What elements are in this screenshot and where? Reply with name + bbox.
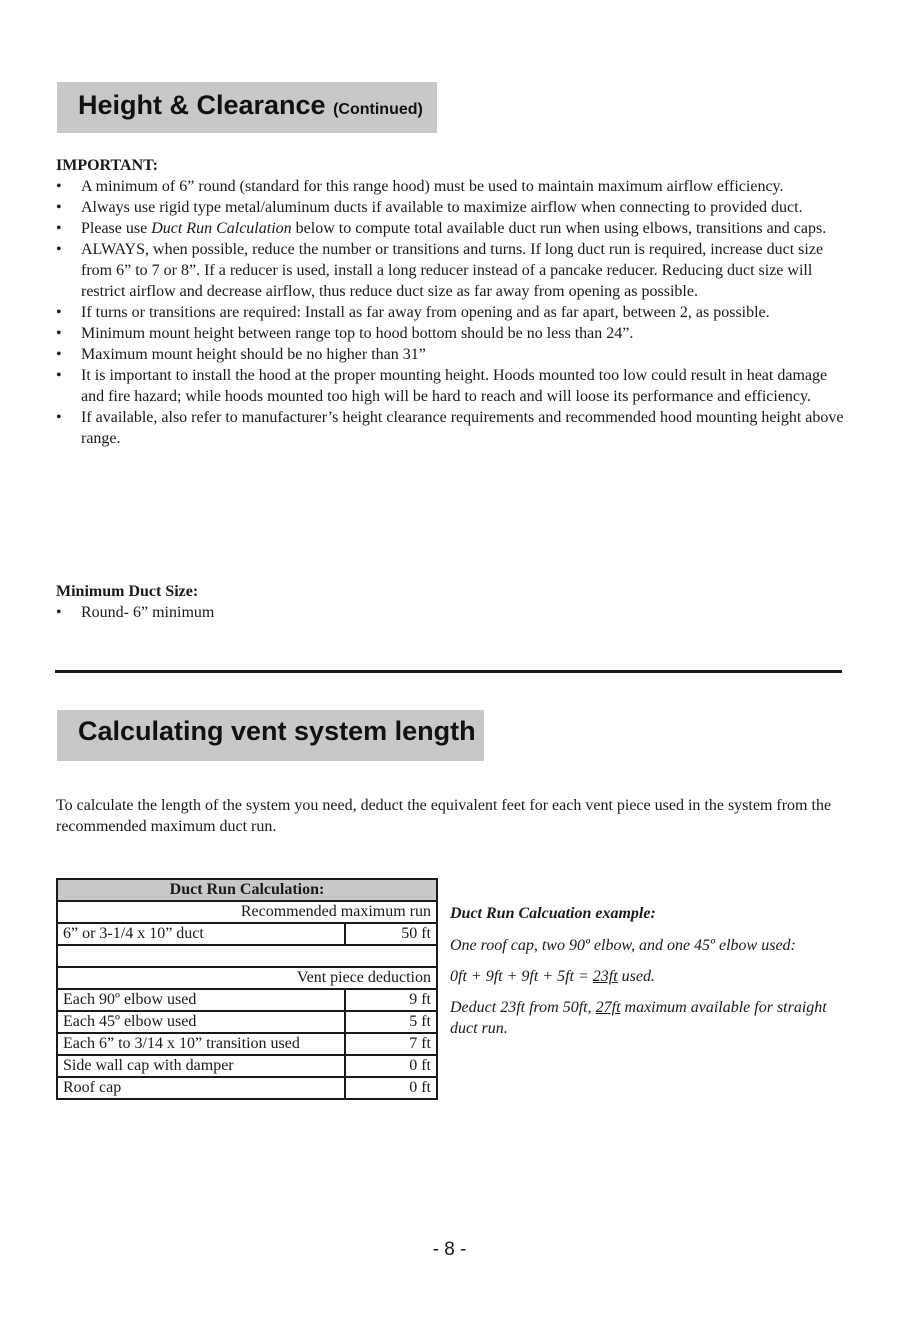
duct-run-calculation-table bbox=[56, 878, 438, 1100]
table-row bbox=[57, 1033, 437, 1055]
list-item bbox=[56, 323, 846, 344]
important-heading: IMPORTANT: bbox=[56, 157, 158, 174]
list-item-text bbox=[81, 220, 826, 237]
table-title: Duct Run Calculation: bbox=[57, 879, 437, 901]
bullet-dot: • bbox=[56, 604, 62, 621]
table-cell-label: 6” or 3-1/4 x 10” duct bbox=[57, 923, 345, 945]
bullet-dot: • bbox=[56, 220, 62, 237]
list-item-text: Always use rigid type metal/aluminum ducts if available to maximize airflow when connecting to provided duct. bbox=[81, 199, 803, 216]
list-item-text: If available, also refer to manufacturer’s height clearance requirements and recommended hood mounting height above range. bbox=[81, 409, 844, 447]
deduction-header: Vent piece deduction bbox=[57, 967, 437, 989]
table-row bbox=[57, 1055, 437, 1077]
example-line bbox=[450, 966, 850, 987]
important-section bbox=[56, 155, 846, 449]
table-cell-label: Each 45º elbow used bbox=[57, 1011, 345, 1033]
text-run: 0ft + 9ft + 9ft + 5ft = bbox=[450, 968, 593, 985]
table-cell-value: 0 ft bbox=[345, 1077, 437, 1099]
section-title bbox=[78, 90, 423, 121]
table-cell-label: Each 90º elbow used bbox=[57, 989, 345, 1011]
example-line: One roof cap, two 90º elbow, and one 45º elbow used: bbox=[450, 937, 796, 954]
important-bullet-list bbox=[56, 176, 846, 449]
list-item-text: Round- 6” minimum bbox=[81, 604, 215, 621]
table-row bbox=[57, 879, 437, 901]
list-item bbox=[56, 239, 846, 302]
table-cell-empty bbox=[57, 945, 437, 967]
bullet-dot: • bbox=[56, 409, 62, 426]
example-title: Duct Run Calcuation example: bbox=[450, 905, 656, 922]
table-row-empty bbox=[57, 945, 437, 967]
table-row bbox=[57, 923, 437, 945]
text-run: maximum available for straight duct run. bbox=[450, 999, 827, 1037]
bullet-dot: • bbox=[56, 199, 62, 216]
bullet-dot: • bbox=[56, 178, 62, 195]
section-banner-height-clearance bbox=[57, 82, 437, 133]
minimum-duct-size-heading: Minimum Duct Size: bbox=[56, 583, 199, 600]
table-cell-value: 5 ft bbox=[345, 1011, 437, 1033]
section-banner-vent-length bbox=[57, 710, 484, 761]
table-row bbox=[57, 989, 437, 1011]
section-divider bbox=[55, 670, 842, 673]
page-number: - 8 - bbox=[432, 1239, 467, 1260]
table-row bbox=[57, 1011, 437, 1033]
minimum-duct-size-section bbox=[56, 581, 846, 623]
section-title: Calculating vent system length bbox=[78, 716, 476, 746]
table-cell-label: Side wall cap with damper bbox=[57, 1055, 345, 1077]
list-item-text: It is important to install the hood at the proper mounting height. Hoods mounted too low could result in heat damage and fire hazard; while hoods mounted too high will be hard to reach and will loose its performance and efficiency. bbox=[81, 367, 828, 405]
list-item-text: A minimum of 6” round (standard for this range hood) must be used to maintain maximum airflow efficiency. bbox=[81, 178, 784, 195]
text-run: below to compute total available duct run when using elbows, transitions and caps. bbox=[291, 220, 827, 237]
table-cell-value: 9 ft bbox=[345, 989, 437, 1011]
list-item-text: If turns or transitions are required: Install as far away from opening and as far apart, between 2, as possible. bbox=[81, 304, 770, 321]
list-item-text: Minimum mount height between range top to hood bottom should be no less than 24”. bbox=[81, 325, 634, 342]
minimum-duct-size-list bbox=[56, 602, 846, 623]
text-run: Please use bbox=[81, 220, 152, 237]
list-item-text: ALWAYS, when possible, reduce the number or transitions and turns. If long duct run is required, increase duct size from 6” to 7 or 8”. If a reducer is used, install a long reducer instead of a pancake reducer. Reducing duct size will restrict airflow and decrease airflow, thus reduce duct size as far away from opening as possible. bbox=[81, 241, 824, 300]
table-cell-label: Each 6” to 3/14 x 10” transition used bbox=[57, 1033, 345, 1055]
example-line bbox=[450, 997, 850, 1039]
table-cell-value: 50 ft bbox=[345, 923, 437, 945]
section-title-suffix: (Continued) bbox=[333, 101, 423, 118]
table-cell-label: Roof cap bbox=[57, 1077, 345, 1099]
duct-run-calculation-reference: Duct Run Calculation bbox=[151, 220, 292, 237]
max-run-header: Recommended maximum run bbox=[57, 901, 437, 923]
list-item bbox=[56, 176, 846, 197]
list-item bbox=[56, 602, 846, 623]
table-cell-value: 0 ft bbox=[345, 1055, 437, 1077]
bullet-dot: • bbox=[56, 346, 62, 363]
bullet-dot: • bbox=[56, 367, 62, 384]
intro-paragraph: To calculate the length of the system you need, deduct the equivalent feet for each vent piece used in the system from the recommended maximum duct run. bbox=[56, 797, 832, 835]
list-item bbox=[56, 344, 846, 365]
list-item-text: Maximum mount height should be no higher than 31” bbox=[81, 346, 426, 363]
text-run: Deduct 23ft from 50ft, bbox=[450, 999, 596, 1016]
table-row bbox=[57, 967, 437, 989]
list-item bbox=[56, 218, 846, 239]
available-total: 27ft bbox=[595, 999, 621, 1016]
duct-run-example bbox=[450, 903, 850, 1039]
bullet-dot: • bbox=[56, 241, 62, 258]
section-title-text: Height & Clearance bbox=[78, 90, 326, 120]
table-cell-value: 7 ft bbox=[345, 1033, 437, 1055]
list-item bbox=[56, 302, 846, 323]
list-item bbox=[56, 197, 846, 218]
list-item bbox=[56, 407, 846, 449]
bullet-dot: • bbox=[56, 304, 62, 321]
text-run: used. bbox=[617, 968, 655, 985]
used-total: 23ft bbox=[592, 968, 618, 985]
table-row bbox=[57, 1077, 437, 1099]
bullet-dot: • bbox=[56, 325, 62, 342]
table-row bbox=[57, 901, 437, 923]
list-item bbox=[56, 365, 846, 407]
